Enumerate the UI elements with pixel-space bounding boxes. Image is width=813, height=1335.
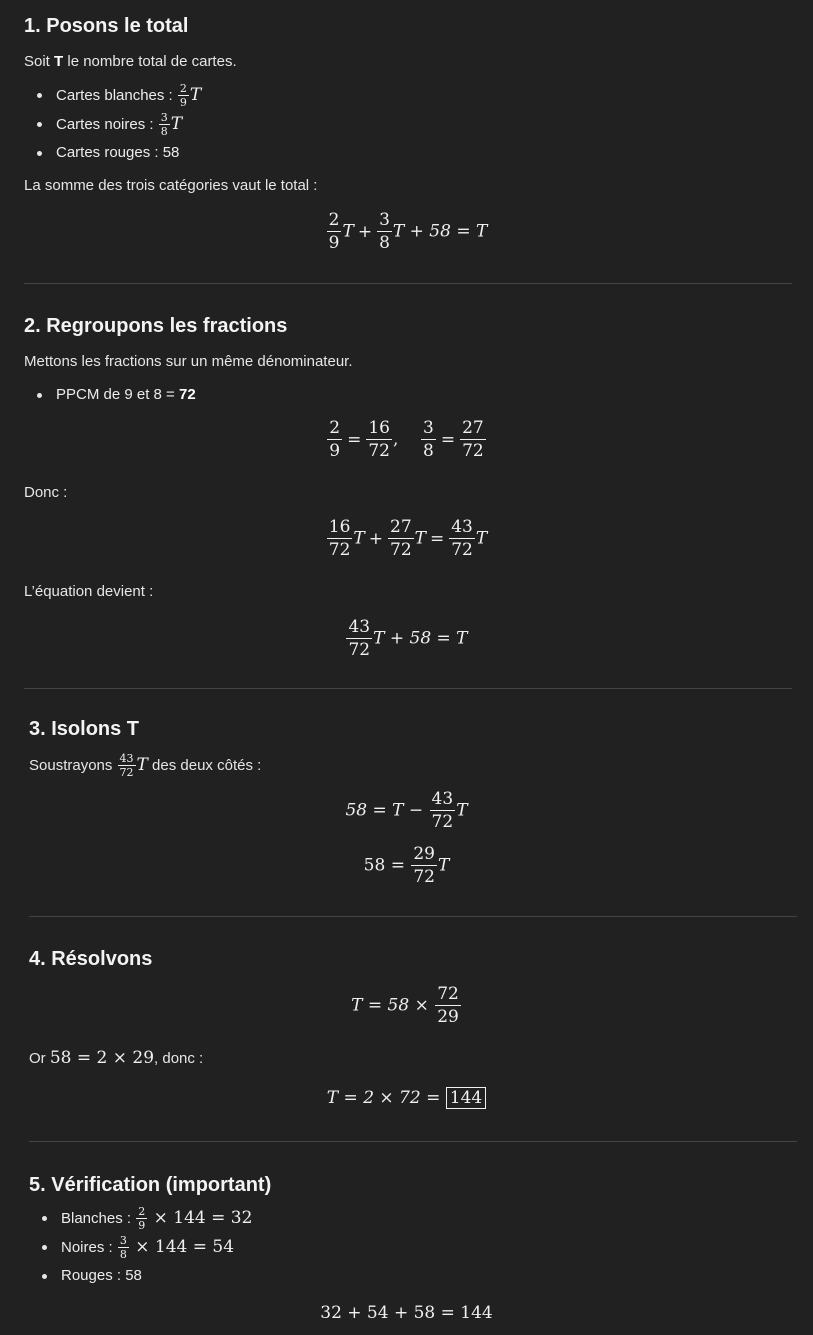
divider	[29, 916, 797, 917]
result-box: 144	[446, 1087, 486, 1109]
list-item: Cartes blanches : $\frac{2}{9}$ T	[24, 81, 201, 110]
section-4-title: 4. Résolvons	[29, 948, 153, 970]
equation-total: $\frac{2}{9}$ T + $\frac{3}{8}$ T + 58 = T	[328, 210, 488, 253]
donc-text: Donc :	[24, 484, 68, 501]
section-5-list	[29, 1204, 252, 1290]
section-2-intro: Mettons les fractions sur un même dénominateur.	[24, 353, 353, 370]
equation-isolate-1: 58 = T − $\frac{43}{72}$ T	[345, 789, 468, 832]
list-item: Blanches : $\frac{2}{9}$ × 144 = 32	[29, 1204, 252, 1233]
section-1-intro: Soit T le nombre total de cartes.	[24, 53, 237, 70]
equation-sum-fractions: $\frac{16}{72}$ T + $\frac{27}{72}$ T = $\frac{43}{72}$ T	[328, 517, 488, 560]
section-5-title: 5. Vérification (important)	[29, 1174, 272, 1196]
section-2-list	[24, 381, 196, 409]
devient-text: L’équation devient :	[24, 583, 154, 600]
equation-reduced: $\frac{43}{72}$ T + 58 = T	[348, 617, 468, 660]
equation-check: 32 + 54 + 58 = 144	[320, 1303, 493, 1323]
section-1-list	[24, 81, 201, 167]
list-item: Noires : $\frac{3}{8}$ × 144 = 54	[29, 1233, 252, 1262]
section-1-title: 1. Posons le total	[24, 15, 189, 37]
section-2-title: 2. Regroupons les fractions	[24, 315, 288, 337]
section-3-intro: Soustrayons $\frac{43}{72}$ T des deux côtés :	[29, 752, 262, 779]
list-item: Cartes rouges : 58	[24, 139, 201, 167]
divider	[24, 283, 792, 284]
divider	[29, 1141, 797, 1142]
list-item: Rouges : 58	[29, 1262, 252, 1290]
divider	[24, 688, 792, 689]
list-item: Cartes noires : $\frac{3}{8}$ T	[24, 110, 201, 139]
section-3-title: 3. Isolons T	[29, 718, 140, 740]
or-text: Or 58 = 2 × 29, donc :	[29, 1048, 204, 1068]
equation-isolate-2: 58 = $\frac{29}{72}$ T	[363, 844, 450, 887]
equation-solve: T = 58 × $\frac{72}{29}$	[351, 984, 459, 1027]
sum-text: La somme des trois catégories vaut le total :	[24, 177, 318, 194]
equation-result: T = 2 × 72 = 144	[0, 1088, 813, 1108]
list-item: PPCM de 9 et 8 = 72	[24, 381, 196, 409]
equation-common-denominator: $\frac{2}{9}$ = $\frac{16}{72}$ , $\frac{3}{8}$ = $\frac{27}{72}$	[329, 418, 484, 461]
